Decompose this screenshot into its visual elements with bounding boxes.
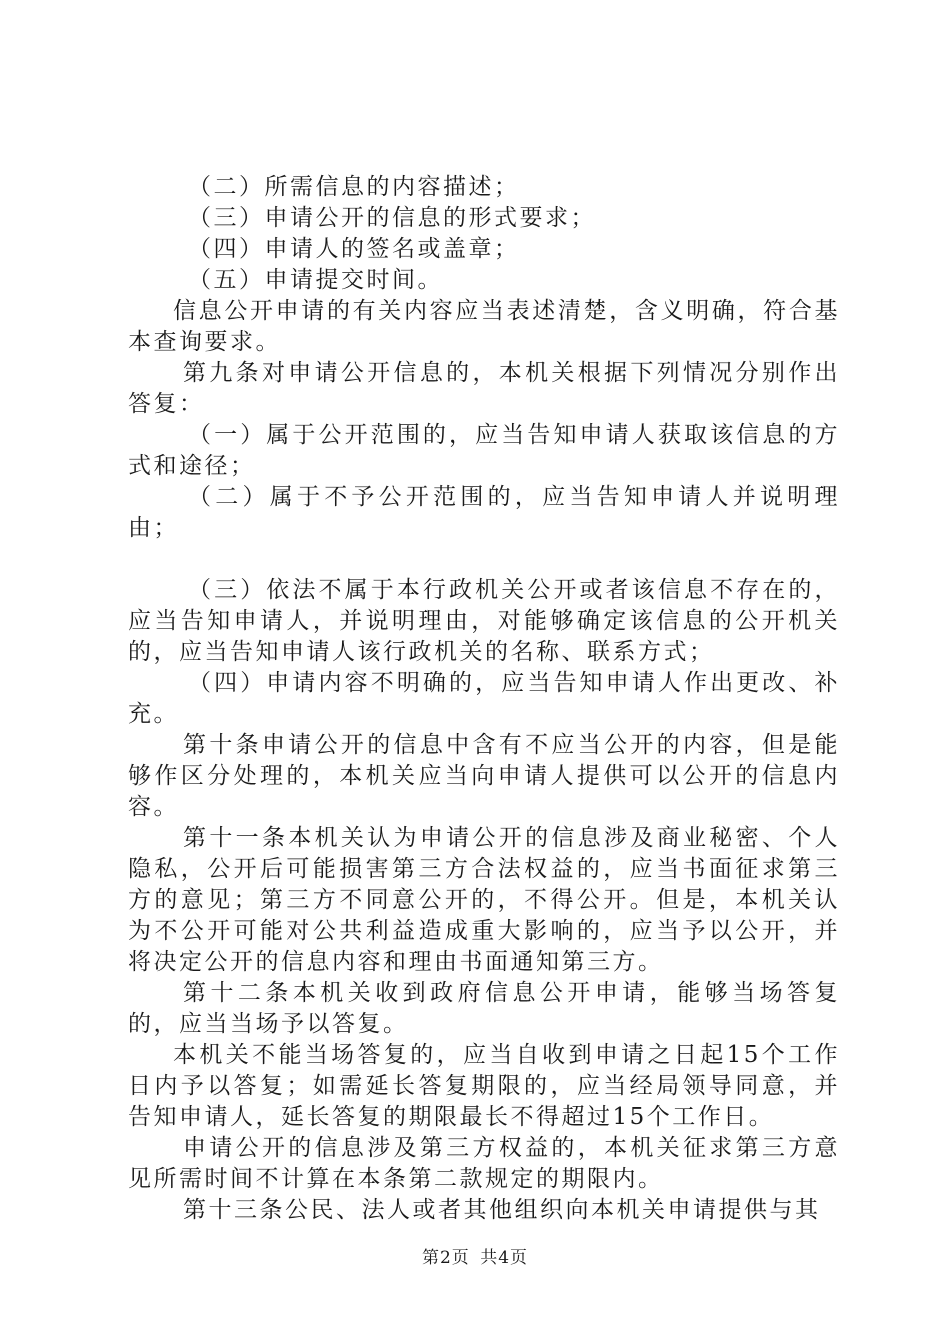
- article-12: 第十二条本机关收到政府信息公开申请，能够当场答复的，应当当场予以答复。: [128, 980, 840, 1037]
- list-item-5: （五）申请提交时间。: [188, 267, 443, 293]
- article-9-item-3: （三）依法不属于本行政机关公开或者该信息不存在的，应当告知申请人，并说明理由，对能够确定该信息的公开机关的，应当告知申请人该行政机关的名称、联系方式；: [128, 577, 840, 665]
- article-12-paragraph-2: 本机关不能当场答复的，应当自收到申请之日起15个工作日内予以答复；如需延长答复期限的，应当经局领导同意，并告知申请人，延长答复的期限最长不得超过15个工作日。: [128, 1042, 840, 1130]
- list-item-3: （三）申请公开的信息的形式要求；: [188, 205, 596, 231]
- list-item-4: （四）申请人的签名或盖章；: [188, 236, 520, 262]
- paragraph-content-requirement: 信息公开申请的有关内容应当表述清楚，含义明确，符合基本查询要求。: [128, 298, 840, 355]
- article-10: 第十条申请公开的信息中含有不应当公开的内容，但是能够作区分处理的，本机关应当向申请人提供可以公开的信息内容。: [128, 732, 840, 820]
- page-footer: [0, 1243, 950, 1268]
- article-12-paragraph-3: 申请公开的信息涉及第三方权益的，本机关征求第三方意见所需时间不计算在本条第二款规定的期限内。: [128, 1135, 840, 1192]
- document-body: [128, 172, 840, 1226]
- article-9-item-2: （二）属于不予公开范围的，应当告知申请人并说明理由；: [128, 484, 840, 541]
- list-item-2: （二）所需信息的内容描述；: [188, 174, 520, 200]
- article-9-item-4: （四）申请内容不明确的，应当告知申请人作出更改、补充。: [128, 670, 840, 727]
- article-9: 第九条对申请公开信息的，本机关根据下列情况分别作出答复：: [128, 360, 840, 417]
- page-number: 第2页: [421, 1248, 470, 1268]
- article-11: 第十一条本机关认为申请公开的信息涉及商业秘密、个人隐私，公开后可能损害第三方合法权益的，应当书面征求第三方的意见；第三方不同意公开的，不得公开。但是，本机关认为不公开可能对公共利益造成重大影响的，应当予以公开，并将决定公开的信息内容和理由书面通知第三方。: [128, 825, 840, 975]
- article-9-item-1: （一）属于公开范围的，应当告知申请人获取该信息的方式和途径；: [128, 422, 840, 479]
- article-13: 第十三条公民、法人或者其他组织向本机关申请提供与其: [183, 1197, 821, 1223]
- page-total: 共4页: [480, 1248, 529, 1268]
